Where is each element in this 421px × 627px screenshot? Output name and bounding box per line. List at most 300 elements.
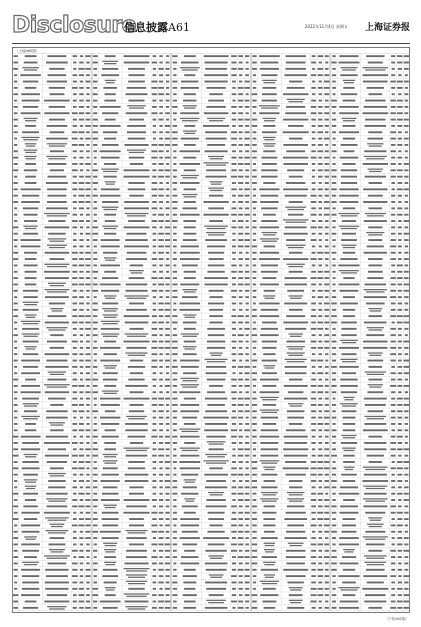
table-row — [92, 123, 171, 129]
table-row — [251, 262, 330, 268]
table-row — [13, 332, 92, 338]
table-row — [331, 414, 410, 420]
table-row — [92, 186, 171, 192]
table-row — [331, 421, 410, 427]
table-column — [13, 53, 92, 611]
table-row — [331, 592, 410, 598]
table-row — [92, 104, 171, 110]
table-row — [172, 275, 251, 281]
table-row — [13, 78, 92, 84]
table-row — [251, 275, 330, 281]
table-row — [172, 598, 251, 604]
table-row — [13, 231, 92, 237]
table-row — [172, 338, 251, 344]
table-row — [172, 53, 251, 59]
table-row — [251, 503, 330, 509]
table-row — [13, 269, 92, 275]
table-grid — [12, 53, 410, 611]
table-row — [331, 427, 410, 433]
table-row — [172, 78, 251, 84]
table-row — [172, 199, 251, 205]
table-row — [172, 129, 251, 135]
table-row — [172, 345, 251, 351]
table-row — [172, 123, 251, 129]
table-row — [251, 91, 330, 97]
table-row — [251, 484, 330, 490]
table-row — [251, 313, 330, 319]
table-row — [251, 541, 330, 547]
table-row — [331, 294, 410, 300]
table-row — [331, 433, 410, 439]
table-row — [92, 199, 171, 205]
table-row — [251, 281, 330, 287]
table-row — [92, 389, 171, 395]
table-row — [13, 491, 92, 497]
table-row — [331, 446, 410, 452]
table-row — [172, 256, 251, 262]
table-row — [13, 592, 92, 598]
paper-name: 上海证券报 — [364, 23, 410, 33]
table-row — [92, 78, 171, 84]
table-row — [92, 433, 171, 439]
table-row — [13, 256, 92, 262]
table-row — [172, 307, 251, 313]
table-row — [251, 586, 330, 592]
table-row — [13, 522, 92, 528]
table-row — [92, 237, 171, 243]
table-row — [331, 510, 410, 516]
table-row — [13, 510, 92, 516]
table-row — [251, 53, 330, 59]
table-row — [251, 472, 330, 478]
table-row — [92, 85, 171, 91]
table-row — [331, 395, 410, 401]
table-row — [92, 224, 171, 230]
table-row — [172, 205, 251, 211]
table-row — [331, 78, 410, 84]
table-row — [92, 522, 171, 528]
table-row — [92, 465, 171, 471]
table-row — [172, 554, 251, 560]
table-row — [172, 269, 251, 275]
table-row — [251, 395, 330, 401]
table-row — [331, 535, 410, 541]
table-row — [251, 237, 330, 243]
table-row — [92, 173, 171, 179]
table-row — [13, 205, 92, 211]
table-row — [251, 243, 330, 249]
table-row — [92, 548, 171, 554]
table-row — [92, 541, 171, 547]
table-row — [331, 243, 410, 249]
table-row — [92, 129, 171, 135]
table-row — [13, 116, 92, 122]
table-row — [331, 123, 410, 129]
table-row — [92, 383, 171, 389]
table-row — [92, 332, 171, 338]
table-row — [172, 97, 251, 103]
table-row — [251, 440, 330, 446]
table-row — [13, 421, 92, 427]
table-row — [92, 579, 171, 585]
table-row — [13, 326, 92, 332]
table-row — [331, 579, 410, 585]
table-row — [172, 135, 251, 141]
table-row — [251, 78, 330, 84]
table-row — [13, 180, 92, 186]
table-row — [172, 59, 251, 65]
table-row — [13, 497, 92, 503]
table-row — [13, 484, 92, 490]
table-row — [331, 554, 410, 560]
table-row — [92, 446, 171, 452]
table-row — [92, 351, 171, 357]
table-row — [172, 484, 251, 490]
table-row — [92, 262, 171, 268]
table-row — [331, 256, 410, 262]
table-row — [13, 383, 92, 389]
table-row — [92, 592, 171, 598]
table-row — [92, 275, 171, 281]
table-row — [92, 345, 171, 351]
table-row — [13, 250, 92, 256]
table-row — [92, 148, 171, 154]
table-row — [251, 573, 330, 579]
table-row — [331, 110, 410, 116]
table-row — [331, 472, 410, 478]
table-row — [331, 529, 410, 535]
table-row — [251, 161, 330, 167]
table-row — [92, 586, 171, 592]
table-row — [13, 224, 92, 230]
table-row — [13, 161, 92, 167]
table-row — [92, 535, 171, 541]
table-row — [251, 129, 330, 135]
table-row — [13, 110, 92, 116]
table-row — [13, 389, 92, 395]
page-folio: （下转A62版） — [384, 617, 409, 621]
table-row — [92, 307, 171, 313]
table-row — [251, 491, 330, 497]
table-row — [172, 567, 251, 573]
table-row — [172, 478, 251, 484]
table-row — [13, 408, 92, 414]
table-row — [92, 193, 171, 199]
table-row — [172, 243, 251, 249]
table-row — [331, 104, 410, 110]
table-row — [13, 129, 92, 135]
table-row — [251, 218, 330, 224]
table-row — [172, 586, 251, 592]
table-row — [92, 472, 171, 478]
table-row — [13, 478, 92, 484]
table-row — [251, 142, 330, 148]
table-row — [172, 433, 251, 439]
table-row — [331, 376, 410, 382]
table-row — [92, 395, 171, 401]
table-row — [92, 53, 171, 59]
table-row — [13, 135, 92, 141]
table-row — [92, 300, 171, 306]
table-row — [92, 91, 171, 97]
table-row — [251, 332, 330, 338]
table-row — [92, 97, 171, 103]
table-row — [13, 548, 92, 554]
table-row — [172, 516, 251, 522]
table-row — [172, 541, 251, 547]
table-row — [13, 465, 92, 471]
table-row — [13, 446, 92, 452]
table-row — [251, 193, 330, 199]
table-row — [251, 104, 330, 110]
table-row — [172, 180, 251, 186]
table-row — [172, 167, 251, 173]
table-row — [13, 186, 92, 192]
table-row — [13, 395, 92, 401]
table-row — [92, 452, 171, 458]
table-row — [172, 605, 251, 611]
table-row — [13, 414, 92, 420]
table-row — [92, 491, 171, 497]
table-row — [331, 313, 410, 319]
table-row — [92, 376, 171, 382]
table-row — [251, 288, 330, 294]
table-row — [13, 516, 92, 522]
table-row — [172, 383, 251, 389]
table-row — [172, 548, 251, 554]
table-row — [331, 560, 410, 566]
table-row — [251, 294, 330, 300]
table-row — [172, 522, 251, 528]
table-row — [172, 414, 251, 420]
table-row — [251, 186, 330, 192]
table-row — [92, 294, 171, 300]
table-row — [331, 332, 410, 338]
table-row — [172, 91, 251, 97]
table-row — [251, 357, 330, 363]
table-row — [331, 72, 410, 78]
table-row — [92, 478, 171, 484]
table-row — [251, 180, 330, 186]
table-row — [331, 281, 410, 287]
table-row — [92, 116, 171, 122]
table-row — [331, 180, 410, 186]
table-row — [13, 193, 92, 199]
table-row — [331, 567, 410, 573]
table-row — [172, 250, 251, 256]
table-row — [172, 281, 251, 287]
table-row — [251, 408, 330, 414]
table-row — [13, 53, 92, 59]
table-row — [331, 351, 410, 357]
table-row — [172, 218, 251, 224]
table-row — [251, 135, 330, 141]
table-row — [92, 135, 171, 141]
table-row — [251, 173, 330, 179]
table-row — [172, 357, 251, 363]
table-row — [331, 548, 410, 554]
table-row — [331, 66, 410, 72]
table-row — [251, 269, 330, 275]
table-row — [92, 110, 171, 116]
table-row — [331, 269, 410, 275]
table-row — [251, 497, 330, 503]
table-row — [251, 66, 330, 72]
table-row — [251, 414, 330, 420]
table-row — [13, 370, 92, 376]
table-row — [13, 433, 92, 439]
table-row — [92, 250, 171, 256]
table-row — [92, 180, 171, 186]
table-row — [92, 205, 171, 211]
table-row — [331, 408, 410, 414]
table-row — [251, 452, 330, 458]
table-row — [92, 427, 171, 433]
table-row — [251, 446, 330, 452]
table-row — [251, 224, 330, 230]
table-row — [92, 440, 171, 446]
table-row — [251, 256, 330, 262]
table-row — [251, 300, 330, 306]
table-row — [251, 307, 330, 313]
table-row — [13, 212, 92, 218]
table-row — [92, 516, 171, 522]
table-row — [251, 212, 330, 218]
table-row — [13, 573, 92, 579]
table-row — [331, 129, 410, 135]
table-row — [172, 446, 251, 452]
table-row — [251, 110, 330, 116]
table-row — [92, 72, 171, 78]
table-row — [172, 231, 251, 237]
table-row — [172, 510, 251, 516]
table-row — [172, 421, 251, 427]
table-row — [251, 167, 330, 173]
table-row — [13, 402, 92, 408]
table-row — [331, 300, 410, 306]
table-row — [331, 224, 410, 230]
table-row — [331, 497, 410, 503]
table-row — [172, 173, 251, 179]
table-row — [331, 402, 410, 408]
table-row — [251, 554, 330, 560]
table-row — [92, 402, 171, 408]
table-row — [172, 402, 251, 408]
table-row — [172, 389, 251, 395]
table-row — [251, 465, 330, 471]
table-row — [92, 484, 171, 490]
table-row — [172, 503, 251, 509]
table-row — [331, 250, 410, 256]
table-row — [13, 579, 92, 585]
table-column — [331, 53, 410, 611]
table-row — [251, 389, 330, 395]
table-row — [251, 529, 330, 535]
table-row — [92, 364, 171, 370]
table-caption: （上接A60版） — [15, 49, 40, 53]
table-row — [92, 503, 171, 509]
table-row — [13, 535, 92, 541]
table-row — [172, 332, 251, 338]
table-row — [331, 573, 410, 579]
table-row — [13, 319, 92, 325]
table-row — [13, 364, 92, 370]
table-row — [13, 529, 92, 535]
table-row — [92, 529, 171, 535]
table-row — [251, 205, 330, 211]
masthead — [12, 12, 410, 42]
table-row — [251, 338, 330, 344]
table-row — [13, 275, 92, 281]
table-row — [13, 503, 92, 509]
table-row — [331, 516, 410, 522]
table-row — [172, 186, 251, 192]
table-row — [92, 497, 171, 503]
table-row — [172, 472, 251, 478]
table-row — [92, 231, 171, 237]
table-row — [13, 262, 92, 268]
table-row — [251, 376, 330, 382]
table-row — [13, 605, 92, 611]
masthead-wordmark: Disclosure — [12, 13, 137, 38]
table-row — [331, 440, 410, 446]
table-row — [13, 294, 92, 300]
table-row — [13, 427, 92, 433]
table-row — [13, 104, 92, 110]
table-row — [92, 313, 171, 319]
table-row — [13, 357, 92, 363]
table-row — [251, 579, 330, 585]
table-row — [92, 408, 171, 414]
table-row — [172, 294, 251, 300]
table-row — [92, 281, 171, 287]
table-row — [13, 237, 92, 243]
table-row — [251, 148, 330, 154]
table-row — [251, 319, 330, 325]
table-row — [92, 269, 171, 275]
table-row — [331, 345, 410, 351]
table-row — [13, 452, 92, 458]
table-row — [331, 338, 410, 344]
table-row — [13, 85, 92, 91]
table-row — [251, 231, 330, 237]
table-row — [172, 465, 251, 471]
table-row — [172, 161, 251, 167]
table-row — [172, 573, 251, 579]
table-row — [331, 193, 410, 199]
table-row — [331, 205, 410, 211]
table-row — [251, 154, 330, 160]
table-row — [331, 154, 410, 160]
table-row — [331, 148, 410, 154]
table-row — [172, 370, 251, 376]
table-row — [331, 484, 410, 490]
table-row — [251, 548, 330, 554]
table-row — [13, 313, 92, 319]
masthead-rule — [12, 43, 410, 44]
table-row — [13, 307, 92, 313]
table-row — [92, 459, 171, 465]
table-row — [13, 459, 92, 465]
table-row — [172, 376, 251, 382]
table-row — [172, 326, 251, 332]
table-row — [92, 357, 171, 363]
table-row — [92, 218, 171, 224]
table-row — [251, 402, 330, 408]
table-row — [172, 579, 251, 585]
table-row — [251, 516, 330, 522]
table-row — [251, 116, 330, 122]
